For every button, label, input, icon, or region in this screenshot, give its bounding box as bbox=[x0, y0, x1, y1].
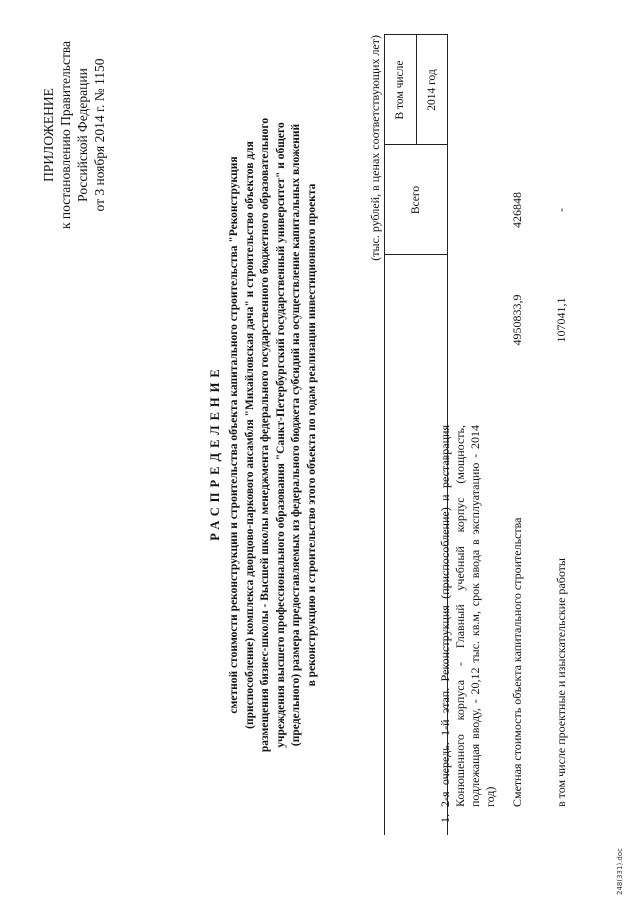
appendix-block bbox=[40, 20, 108, 250]
document-title: РАСПРЕДЕЛЕНИЕ bbox=[208, 364, 222, 541]
header-year: 2014 год bbox=[416, 35, 448, 145]
footer-filename: 248(331).doc bbox=[616, 848, 624, 895]
header-total: Всего bbox=[385, 145, 448, 255]
row-total-value: 4950833,9 bbox=[510, 294, 524, 346]
appendix-heading: ПРИЛОЖЕНИЕ bbox=[41, 88, 56, 182]
item-number: 1. bbox=[438, 814, 452, 823]
subtitle-line: (приспособление) комплекса дворцово-паркового ансамбля "Михайловская дача" и строительство объектов для bbox=[243, 141, 256, 729]
appendix-date-line: от 3 ноября 2014 г. № 1150 bbox=[92, 58, 107, 212]
subtitle-line: учреждения высшего профессионального образования "Санкт-Петербургский государственный университет" и общего bbox=[274, 122, 287, 748]
appendix-line: к постановлению Правительства bbox=[58, 40, 73, 230]
subtitle-line: (предельного) размера предоставляемых из федерального бюджета субсидий на осуществление капитальных вложений bbox=[290, 123, 303, 747]
row-label: в том числе проектные и изыскательские работы bbox=[554, 558, 568, 807]
subtitle-line: размещения бизнес-школы - Высшей школы менеджмента федерального государственного бюджетного образовательного bbox=[259, 117, 272, 753]
row-total-value: 107041,1 bbox=[554, 297, 568, 343]
units-note: (тыс. рублей, в ценах соответствующих лет) bbox=[368, 35, 382, 261]
appendix-line: Российской Федерации bbox=[75, 68, 90, 202]
row-label: Сметная стоимость объекта капитального строительства bbox=[510, 517, 524, 807]
row-2014-value: - bbox=[554, 208, 568, 212]
subtitle-line: сметной стоимости реконструкции и строительства объекта капитального строительства "Реконструкция bbox=[228, 156, 240, 714]
item-description: 2-я очередь. 1-й этап. Реконструкция (приспособление) и реставрация Конюшенного корпуса - Главный учебный корпус (мощность, подлежащая вводу, - 20,12 тыс. кв.м, срок ввода в эксплуатацию - 2014 год) bbox=[438, 425, 497, 807]
row-2014-value: 426848 bbox=[510, 192, 524, 228]
subtitle-line: в реконструкцию и строительство этого объекта по годам реализации инвестиционного проекта bbox=[305, 183, 318, 687]
table-body bbox=[438, 35, 588, 825]
header-including: В том числе bbox=[385, 35, 417, 145]
document-subtitle bbox=[227, 115, 321, 755]
